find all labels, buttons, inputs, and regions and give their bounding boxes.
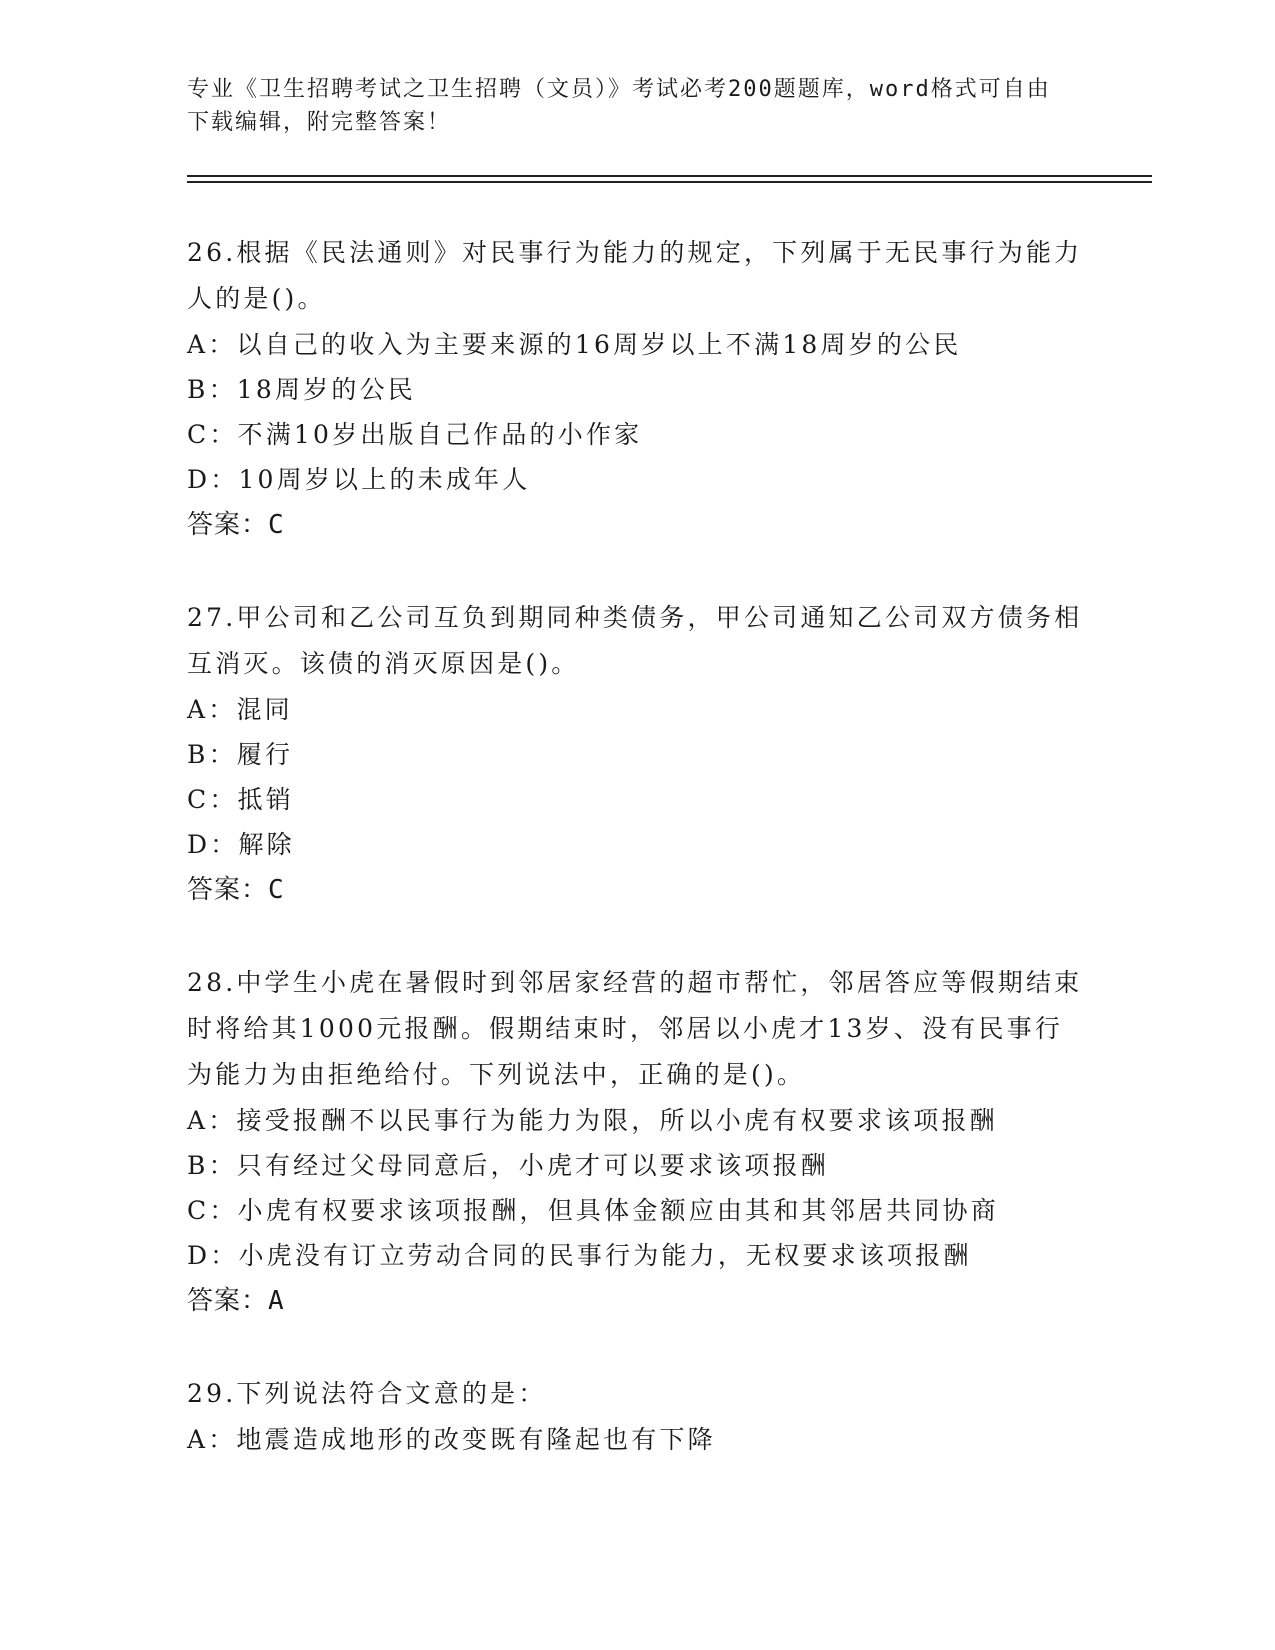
option-d: D：小虎没有订立劳动合同的民事行为能力，无权要求该项报酬 [187,1241,972,1270]
question-27 [187,595,1087,913]
answer-line [187,867,1087,913]
answer-line [187,502,1087,548]
option-a: A：混同 [187,695,293,724]
option-b: B：履行 [187,740,294,769]
option-c: C：抵销 [187,785,294,814]
answer-label: 答案： [187,875,269,905]
question-26 [187,230,1087,548]
option-a: A：地震造成地形的改变既有隆起也有下降 [187,1425,716,1454]
answer-value: C [268,510,285,540]
question-stem: 27.甲公司和乙公司互负到期同种类债务，甲公司通知乙公司双方债务相互消灭。该债的消灭原因是()。 [187,603,1083,678]
answer-value: A [268,1286,285,1316]
answer-line [187,1278,1087,1324]
header-divider-bottom [187,181,1152,183]
answer-label: 答案： [187,1286,269,1316]
answer-value: C [268,875,285,905]
option-a: A：接受报酬不以民事行为能力为限，所以小虎有权要求该项报酬 [187,1106,998,1135]
option-d: D：10周岁以上的未成年人 [187,465,531,494]
option-a: A：以自己的收入为主要来源的16周岁以上不满18周岁的公民 [187,330,962,359]
answer-label: 答案： [187,510,269,540]
header-divider-top [187,175,1152,177]
option-c: C：不满10岁出版自己作品的小作家 [187,420,643,449]
question-stem: 26.根据《民法通则》对民事行为能力的规定，下列属于无民事行为能力人的是()。 [187,238,1083,313]
option-d: D：解除 [187,830,295,859]
question-29 [187,1371,1087,1462]
question-stem: 28.中学生小虎在暑假时到邻居家经营的超市帮忙，邻居答应等假期结束时将给其1000元报酬。假期结束时，邻居以小虎才13岁、没有民事行为能力为由拒绝给付。下列说法中，正确的是()。 [187,968,1083,1089]
option-b: B：18周岁的公民 [187,375,416,404]
option-b: B：只有经过父母同意后，小虎才可以要求该项报酬 [187,1151,829,1180]
document-header: 专业《卫生招聘考试之卫生招聘（文员）》考试必考200题题库，word格式可自由下载编辑，附完整答案！ [187,77,1051,135]
option-c: C：小虎有权要求该项报酬，但具体金额应由其和其邻居共同协商 [187,1196,999,1225]
question-stem: 29.下列说法符合文意的是： [187,1379,547,1408]
question-28 [187,960,1087,1324]
question-list [187,230,1087,1509]
